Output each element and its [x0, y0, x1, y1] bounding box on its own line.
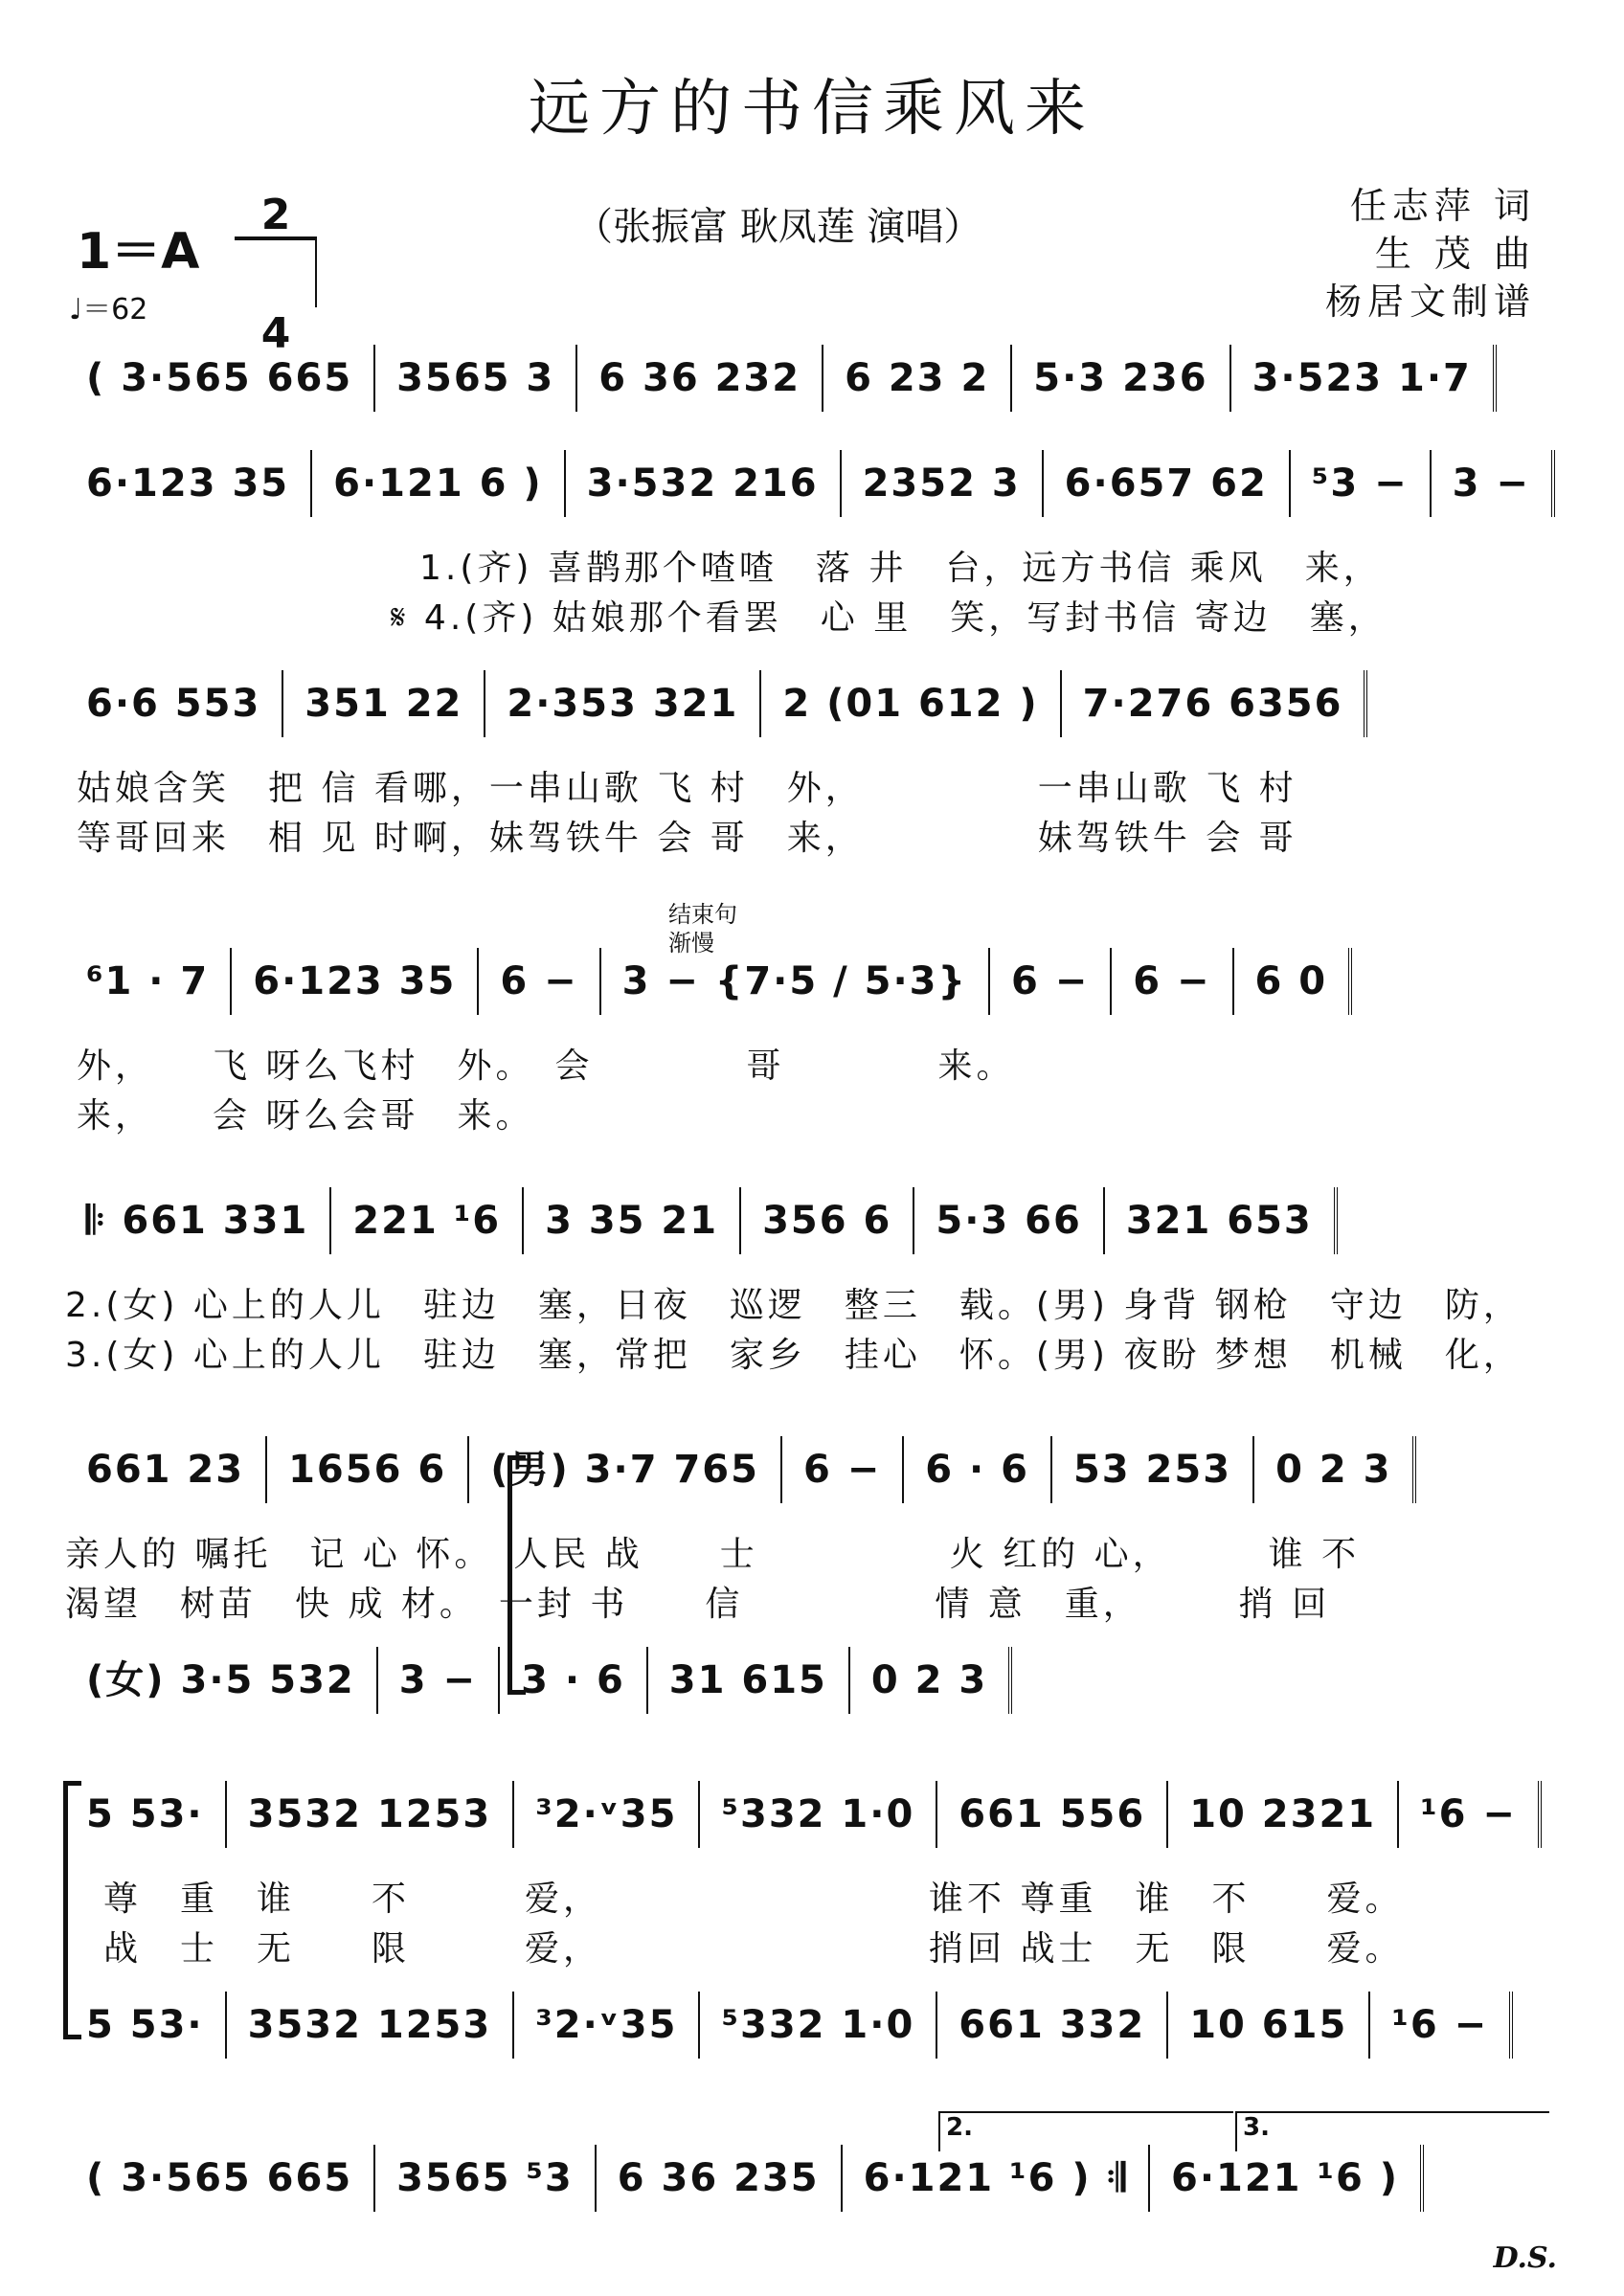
measure: 661 332 [937, 1992, 1168, 2059]
measure: ⁶1 · 7 [65, 948, 232, 1015]
measure: (女) 3·5 532 [65, 1647, 378, 1714]
measure: 3532 1253 [227, 1781, 515, 1848]
note-row [65, 948, 1547, 1015]
measure: 221 ¹6 [331, 1187, 524, 1254]
note-row [65, 1647, 1547, 1714]
note-row [65, 1187, 1547, 1254]
measure: 6 0 [1234, 948, 1353, 1015]
note-row [65, 450, 1547, 517]
measure: ³2·ᵛ35 [514, 1992, 700, 2059]
measure: 6 − [479, 948, 600, 1015]
lyric-line: 2.(女) 心上的人儿 驻边 塞，日夜 巡逻 整三 载。(男) 身背 钢枪 守边 防， [65, 1286, 1522, 1325]
lyric-line: 𝄋 4.(齐) 姑娘那个看罢 心 里 笑，写封书信 寄边 塞， [391, 598, 1387, 638]
ending-marking [668, 900, 737, 957]
lyric-line: 姑娘含笑 把 信 看哪，一串山歌 飞 村 外， 一串山歌 飞 村 [77, 769, 1297, 808]
lyric-line: 亲人的 嘱托 记 心 怀。 人民 战 士 火 红的 心， 谁 不 [65, 1535, 1361, 1574]
measure: 356 6 [741, 1187, 914, 1254]
measure: 6·121 ¹6 ) 𝄇 [843, 2145, 1150, 2212]
measure: 321 653 [1105, 1187, 1338, 1254]
measure: 2 (01 612 ) [761, 670, 1061, 737]
measure: 6 36 232 [577, 345, 823, 412]
measure: 2352 3 [842, 450, 1044, 517]
measure: 3·532 216 [566, 450, 842, 517]
measure: 10 615 [1168, 1992, 1370, 2059]
lyric-line: 渴望 树苗 快 成 材。 一封 书 信 情 意 重， 捎 回 [65, 1585, 1331, 1624]
measure: 0 2 3 [1254, 1436, 1416, 1503]
measure: 6 36 235 [597, 2145, 843, 2212]
measure: 5 53· [65, 1992, 227, 2059]
measure: 𝄆 661 331 [65, 1187, 331, 1254]
measure: 6·657 62 [1044, 450, 1291, 517]
authors-credits [1325, 182, 1536, 326]
key-signature: 1＝A [77, 223, 200, 281]
note-row [65, 1781, 1547, 1848]
measure: 31 615 [648, 1647, 850, 1714]
measure: 6 − [1112, 948, 1233, 1015]
rit-label: 渐慢 [668, 930, 714, 957]
measure: ⁵332 1·0 [700, 1781, 937, 1848]
volta-2: 2. [938, 2111, 1233, 2151]
measure: (男) 3·7 765 [469, 1436, 782, 1503]
composer: 生 茂 曲 [1374, 233, 1536, 275]
measure: 3 · 6 [500, 1647, 648, 1714]
duet-brace-2 [63, 1781, 81, 2039]
measure: 2·353 321 [485, 670, 761, 737]
measure: 661 23 [65, 1436, 267, 1503]
tempo-marking: ♩＝62 [69, 293, 148, 326]
measure: 6·123 35 [65, 450, 312, 517]
lyric-line: 3.(女) 心上的人儿 驻边 塞，常把 家乡 挂心 怀。(男) 夜盼 梦想 机械 化， [65, 1336, 1522, 1375]
measure: 10 2321 [1168, 1781, 1399, 1848]
note-row [65, 1992, 1547, 2059]
measure: 3 − [1432, 450, 1555, 517]
measure: 3565 3 [375, 345, 577, 412]
measure: 6·123 35 [232, 948, 479, 1015]
note-row [65, 2145, 1547, 2212]
note-row [65, 1436, 1547, 1503]
lyric-line: 外， 飞 呀么飞村 外。 会 哥 来。 [77, 1047, 1015, 1086]
measure: 6 23 2 [823, 345, 1012, 412]
lyric-line: 尊 重 谁 不 爱， 谁不 尊重 谁 不 爱。 [103, 1880, 1404, 1919]
measure: ³2·ᵛ35 [514, 1781, 700, 1848]
note-row [65, 345, 1547, 412]
meter-line [235, 236, 317, 307]
measure: 351 22 [283, 670, 485, 737]
measure: ( 3·565 665 [65, 2145, 375, 2212]
measure: 53 253 [1052, 1436, 1254, 1503]
measure: 6 · 6 [904, 1436, 1052, 1503]
measure: ¹6 − [1370, 1992, 1513, 2059]
measure: 5·3 66 [914, 1187, 1104, 1254]
lyric-line: 战 士 无 限 爱， 捎回 战士 无 限 爱。 [103, 1929, 1404, 1969]
dal-segno: D.S. [1493, 2241, 1557, 2275]
measure: 3 − {7·5 / 5·3} [601, 948, 990, 1015]
meter-top: 2 [260, 191, 291, 239]
ending-phrase-label: 结束句 [668, 901, 737, 928]
meter-bottom: 4 [260, 309, 291, 358]
lyric-line: 等哥回来 相 见 时啊，妹驾铁牛 会 哥 来， 妹驾铁牛 会 哥 [77, 819, 1297, 858]
measure: 1656 6 [267, 1436, 469, 1503]
note-row [65, 670, 1547, 737]
measure: 6·6 553 [65, 670, 283, 737]
measure: 7·276 6356 [1062, 670, 1368, 737]
measure: 3565 ⁵3 [375, 2145, 597, 2212]
transcriber: 杨居文制谱 [1324, 281, 1536, 323]
page-title: 远方的书信乘风来 [529, 74, 1095, 145]
measure: 6 − [782, 1436, 904, 1503]
measure: 5·3 236 [1012, 345, 1230, 412]
measure: 6·121 ¹6 ) [1150, 2145, 1424, 2212]
measure: ⁵332 1·0 [700, 1992, 937, 2059]
measure: ( 3·565 665 [65, 345, 375, 412]
measure: 3 35 21 [524, 1187, 741, 1254]
measure: 3·523 1·7 [1231, 345, 1497, 412]
measure: ¹6 − [1399, 1781, 1542, 1848]
singers-credit: （张振富 耿凤莲 演唱） [575, 205, 982, 249]
lyric-line: 来， 会 呀么会哥 来。 [77, 1096, 534, 1136]
duet-brace [508, 1455, 526, 1695]
measure: ⁵3 − [1291, 450, 1432, 517]
time-signature [235, 191, 317, 358]
measure: 661 556 [937, 1781, 1168, 1848]
measure: 3532 1253 [227, 1992, 515, 2059]
measure: 6·121 6 ) [312, 450, 566, 517]
lyricist: 任志萍 词 [1349, 185, 1536, 227]
volta-3: 3. [1235, 2111, 1549, 2151]
measure: 3 − [378, 1647, 500, 1714]
measure: 6 − [990, 948, 1112, 1015]
measure: 5 53· [65, 1781, 227, 1848]
measure: 0 2 3 [850, 1647, 1012, 1714]
lyric-line: 1.(齐) 喜鹊那个喳喳 落 井 台，远方书信 乘风 来， [419, 549, 1382, 588]
